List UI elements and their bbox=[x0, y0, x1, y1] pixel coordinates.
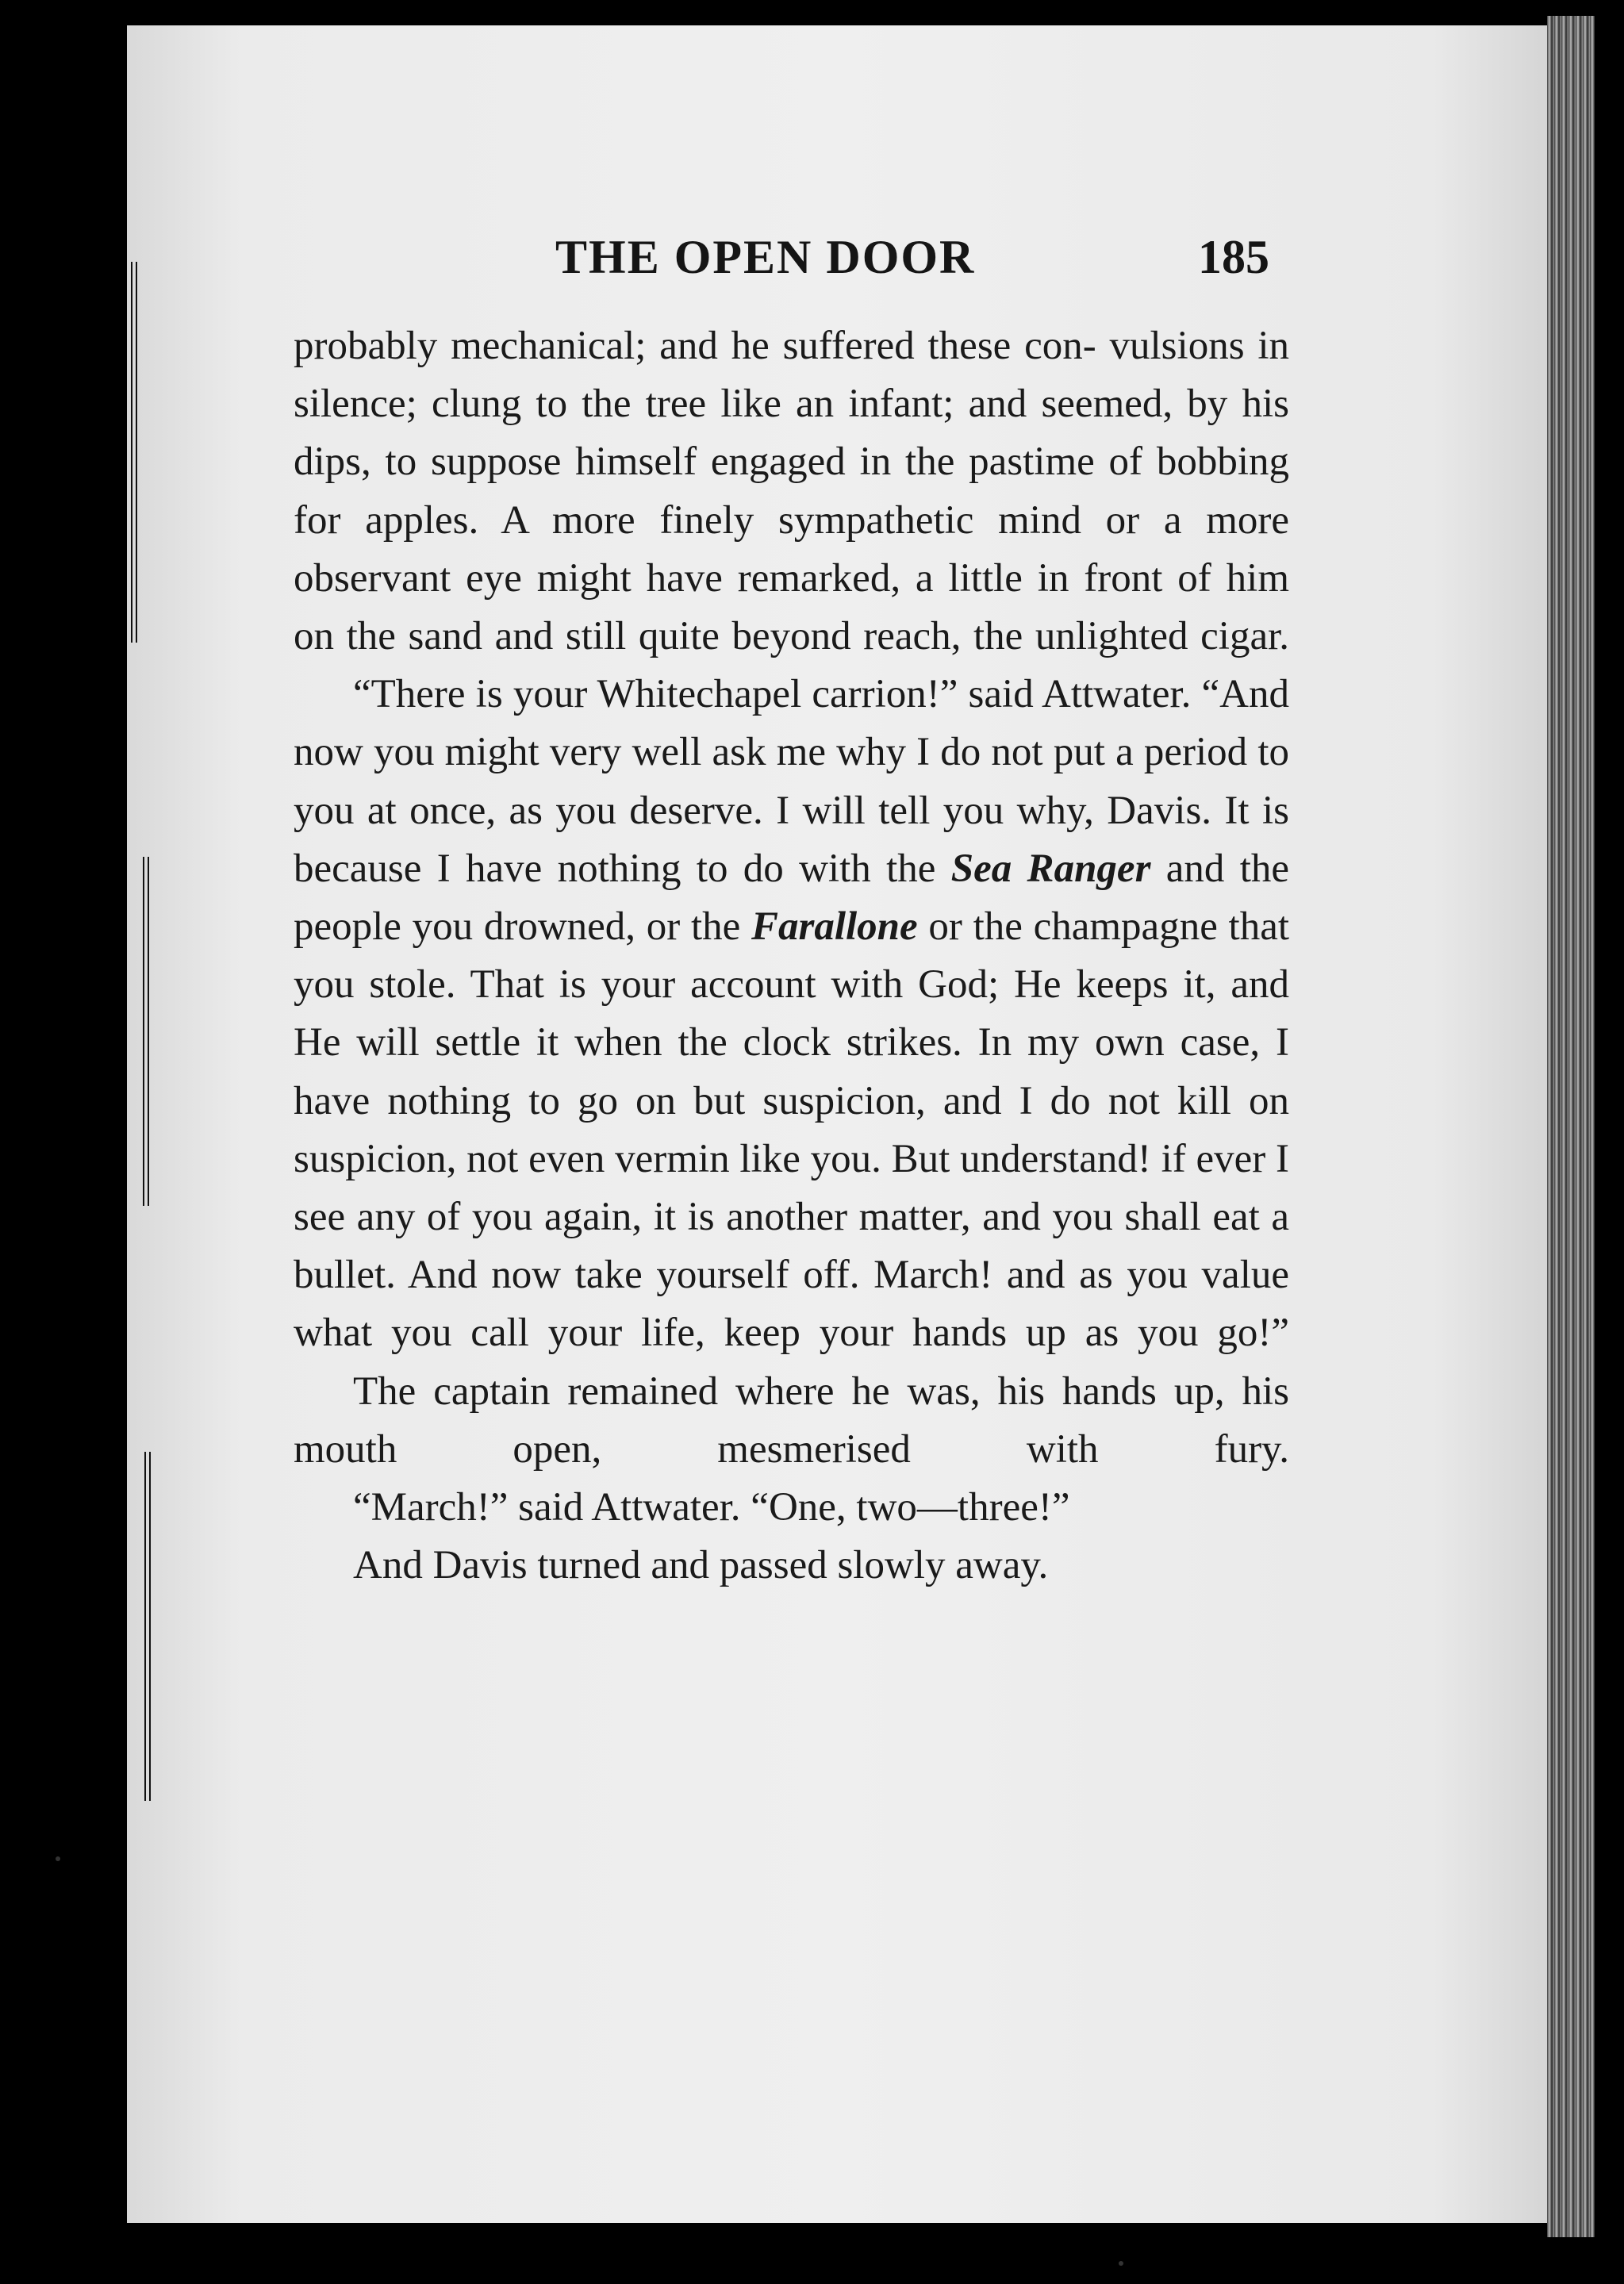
text-line: me why I do not put a period to you at once, bbox=[294, 730, 1289, 833]
paragraph bbox=[294, 666, 1289, 1362]
page-number: 185 bbox=[1198, 231, 1269, 283]
paragraph bbox=[294, 1537, 1289, 1595]
text-line: Attwater. “And now you might very well ask bbox=[294, 672, 1289, 775]
text-line: apples. A more finely sympathetic mind or a bbox=[365, 497, 1182, 543]
paragraph bbox=[294, 1363, 1289, 1479]
text-line: probably mechanical; and he suffered these con- bbox=[294, 324, 1096, 368]
text-line: your life, keep your hands up as you go!” bbox=[547, 1311, 1289, 1356]
dust-speck bbox=[1119, 2261, 1123, 2266]
text-line: vulsions in silence; clung to the tree like an bbox=[294, 324, 1290, 427]
text-line: and He will settle it when the clock strikes. bbox=[294, 962, 1289, 1065]
page-header bbox=[0, 230, 1624, 294]
binding-rule-bottom bbox=[144, 1452, 151, 1801]
running-title: THE OPEN DOOR bbox=[555, 231, 976, 283]
italic-word: Farallone bbox=[751, 904, 918, 950]
text-line: even vermin like you. But understand! if ever bbox=[528, 1136, 1266, 1181]
text-line: you shall eat a bullet. And now take yourself bbox=[294, 1195, 1289, 1298]
binding-rule-top bbox=[131, 262, 137, 643]
text-line: “There is your Whitechapel carrion!” said bbox=[353, 672, 1034, 717]
text-line: suspicion, and I do not kill on suspicion, not bbox=[294, 1078, 1290, 1181]
text-line: beyond reach, the unlighted cigar. bbox=[731, 614, 1290, 659]
text-line: And Davis turned and passed slowly away. bbox=[353, 1543, 1049, 1588]
text-line: or the champagne that you stole. bbox=[294, 904, 1290, 1008]
text-line: and the people you drowned, or the bbox=[294, 846, 1290, 950]
text-line: off. March! and as you value what you call bbox=[294, 1253, 1289, 1356]
paragraph bbox=[294, 317, 1289, 666]
text-line: more observant eye might have remarked, a bbox=[294, 497, 1290, 601]
text-line: infant; and seemed, by his dips, to suppose bbox=[294, 382, 1289, 485]
text-line: The captain remained where he was, his hands bbox=[353, 1368, 1157, 1414]
text-line: “March!” said Attwater. “One, two—three!” bbox=[353, 1485, 1070, 1530]
body-text bbox=[294, 317, 1289, 1595]
text-line: as you deserve. I will tell you why, Davis. It bbox=[509, 788, 1250, 833]
binding-rule-middle bbox=[143, 857, 149, 1206]
text-line: himself engaged in the pastime of bobbing for bbox=[294, 440, 1289, 543]
paragraph bbox=[294, 1479, 1289, 1537]
italic-word: Sea bbox=[950, 846, 1012, 891]
text-line: up, his mouth open, mesmerised with fury. bbox=[294, 1368, 1289, 1472]
text-line: is because I have nothing to do with the bbox=[294, 788, 1289, 891]
dust-speck bbox=[56, 1856, 60, 1861]
text-line: I see any of you again, it is another matter, and bbox=[294, 1136, 1290, 1240]
italic-word: Ranger bbox=[1027, 846, 1151, 891]
text-line: In my own case, I have nothing to go on but bbox=[294, 1020, 1289, 1123]
book-edge bbox=[1547, 16, 1595, 2237]
text-line: little in front of him on the sand and still quite bbox=[294, 555, 1289, 659]
text-line: That is your account with God; He keeps it, bbox=[470, 962, 1216, 1008]
